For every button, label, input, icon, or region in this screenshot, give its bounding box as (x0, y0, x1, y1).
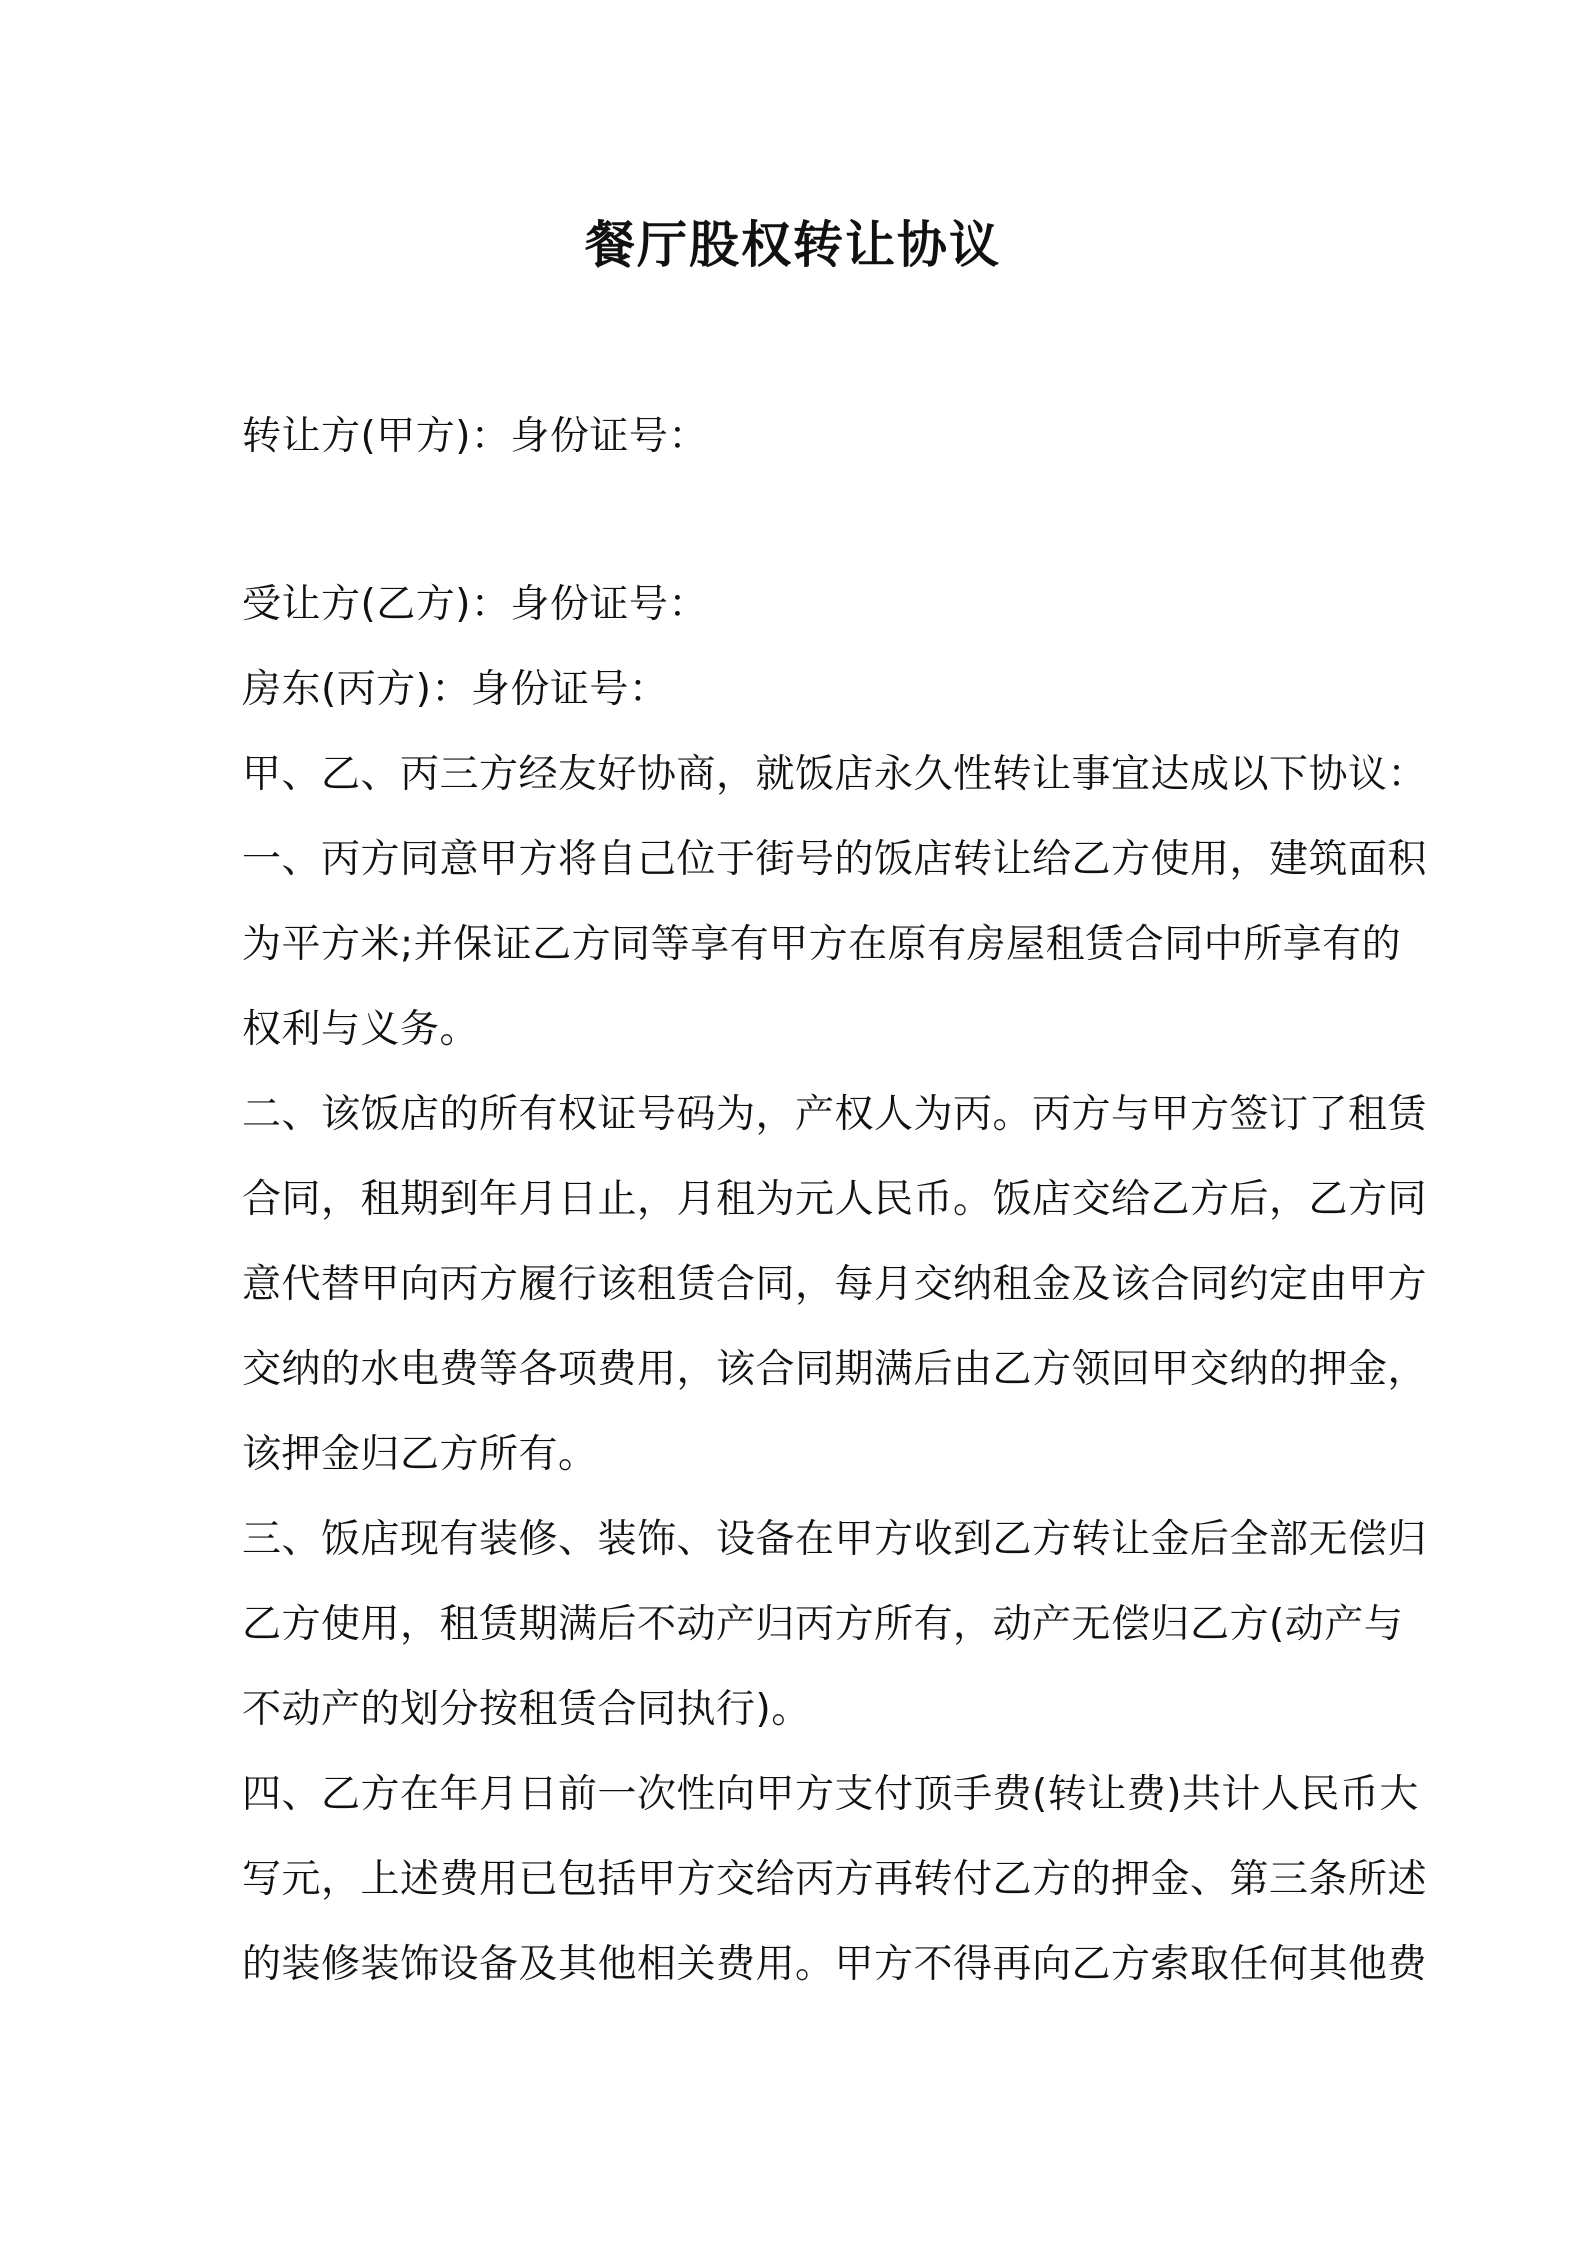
document-line: 为平方米;并保证乙方同等享有甲方在原有房屋租赁合同中所享有的 (242, 922, 1402, 967)
document-line: 权利与义务。 (242, 1007, 480, 1052)
document-line: 二、该饭店的所有权证号码为，产权人为丙。丙方与甲方签订了租赁 (242, 1092, 1428, 1137)
document-title: 餐厅股权转让协议 (585, 216, 1001, 274)
document-line: 意代替甲向丙方履行该租赁合同，每月交纳租金及该合同约定由甲方 (242, 1262, 1428, 1307)
document-line: 不动产的划分按租赁合同执行)。 (242, 1687, 811, 1732)
document-line: 甲、乙、丙三方经友好协商，就饭店永久性转让事宜达成以下协议： (242, 752, 1428, 797)
document-line: 该押金归乙方所有。 (242, 1432, 598, 1477)
document-line: 一、丙方同意甲方将自己位于街号的饭店转让给乙方使用，建筑面积 (242, 837, 1428, 882)
document-line: 四、乙方在年月日前一次性向甲方支付顶手费(转让费)共计人民币大 (242, 1772, 1419, 1817)
document-line: 房东(丙方)：身份证号： (242, 667, 669, 712)
document-line: 三、饭店现有装修、装饰、设备在甲方收到乙方转让金后全部无偿归 (242, 1517, 1428, 1562)
document-line: 乙方使用，租赁期满后不动产归丙方所有，动产无偿归乙方(动产与 (242, 1602, 1404, 1647)
document-line: 转让方(甲方)：身份证号： (242, 414, 708, 459)
document-line: 的装修装饰设备及其他相关费用。甲方不得再向乙方索取任何其他费 (242, 1942, 1428, 1987)
document-line: 写元，上述费用已包括甲方交给丙方再转付乙方的押金、第三条所述 (242, 1857, 1428, 1902)
document-line: 合同，租期到年月日止，月租为元人民币。饭店交给乙方后，乙方同 (242, 1177, 1428, 1222)
document-line: 交纳的水电费等各项费用，该合同期满后由乙方领回甲交纳的押金， (242, 1347, 1428, 1392)
document-line: 受让方(乙方)：身份证号： (242, 582, 708, 627)
